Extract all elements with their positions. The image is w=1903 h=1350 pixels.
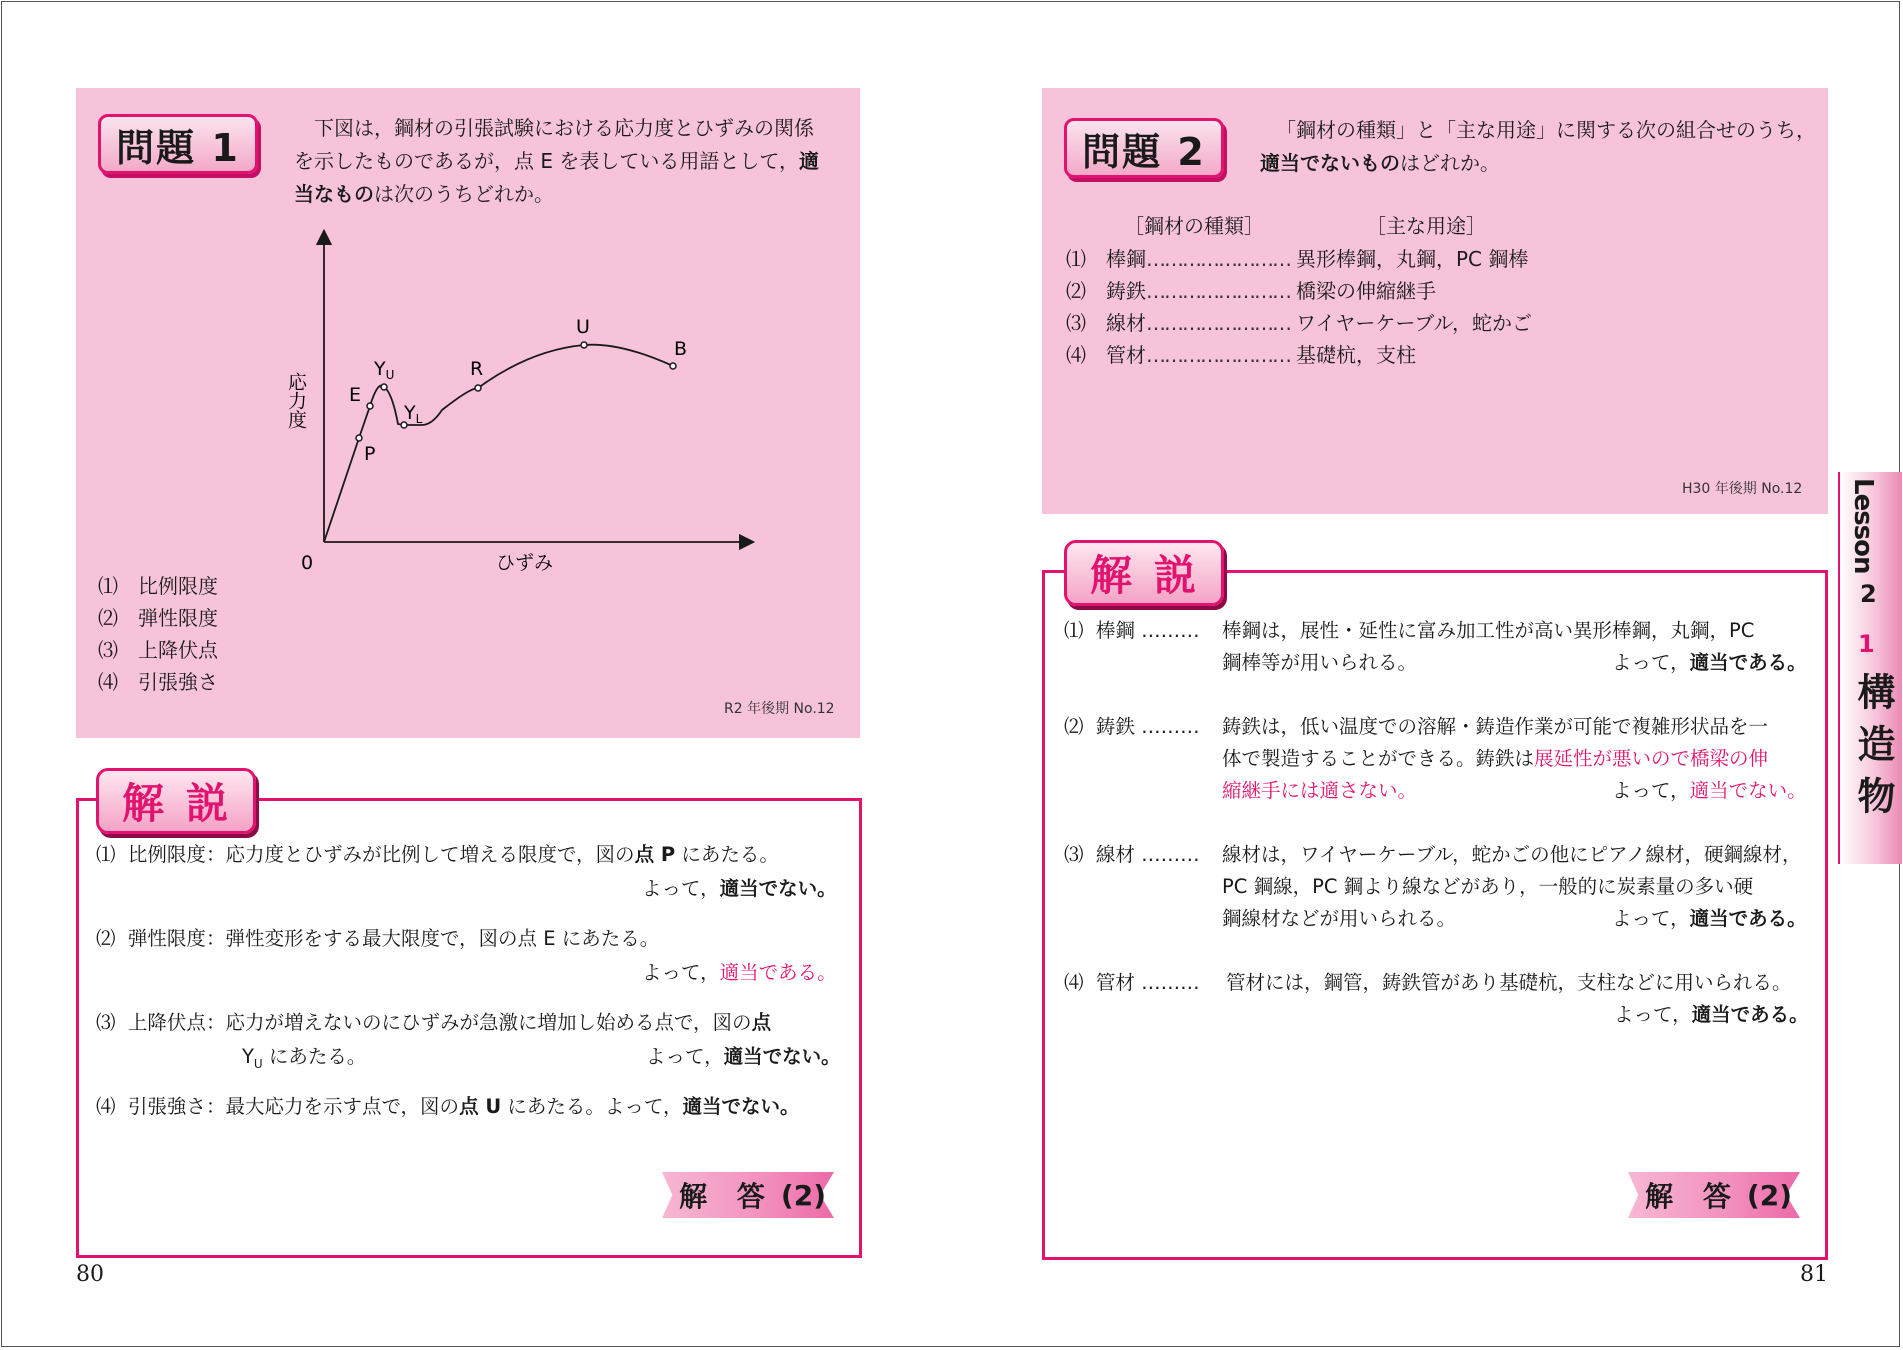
q2-row-4: ⑷ 管材 …………………… 基礎杭，支柱 (1066, 343, 1416, 367)
page-number-right: 81 (1800, 1262, 1828, 1287)
explanation-1-conclusion-3: よって，適当でない。 (646, 1045, 841, 1068)
point-r-marker (475, 385, 481, 391)
explanation-1-tag: 解説 (96, 768, 256, 834)
question-2-rows (1066, 243, 1532, 371)
answer-2-value: (2) (1746, 1178, 1792, 1212)
explanation-2-item-3-line-1: 線材は，ワイヤーケーブル，蛇かごの他にピアノ線材，硬鋼線材， (1222, 843, 1802, 866)
question-1-text: 下図は，鋼材の引張試験における応力度とひずみの関係 を示したものであるが，点 E を表している用語として，適 当なものは次のうちどれか。 (294, 116, 819, 206)
q2-row-1: ⑴ 棒鋼 …………………… 異形棒鋼，丸鋼，PC 鋼棒 (1066, 247, 1529, 271)
y-axis-label: 応力度 (285, 372, 307, 429)
question-2-text: 「鋼材の種類」と「主な用途」に関する次の組合せのうち， 適当でないものはどれか。 (1260, 118, 1816, 175)
q2-row-2: ⑵ 鋳鉄 …………………… 橋梁の伸縮継手 (1066, 279, 1436, 303)
label-b: B (674, 338, 688, 360)
chapter-side-tab (1838, 472, 1902, 864)
explanation-2-item-2-head: ⑵ 鋳鉄 ……… (1064, 715, 1200, 738)
x-axis-label: ひずみ (496, 552, 554, 574)
explanation-2-item-2-line-1: 鋳鉄は，低い温度での溶解・鋳造作業が可能で複雑形状品を一 (1222, 715, 1769, 738)
side-tab-chapter-number: 1 (1858, 630, 1875, 658)
label-p: P (364, 443, 376, 465)
label-r: R (470, 358, 484, 380)
explanation-1-item-4: ⑷ 引張強さ：最大応力を示す点で，図の点 U にあたる。よって，適当でない。 (96, 1095, 800, 1118)
question-2-column-headers: ［鋼材の種類］ (1124, 214, 1264, 238)
answer-1-label: 解 答 (679, 1180, 775, 1213)
explanation-2-item-3-line-2: PC 鋼線，PC 鋼より線などがあり，一般的に炭素量の多い硬 (1222, 875, 1754, 898)
explanation-1-item-3: ⑶ 上降伏点：応力が増えないのにひずみが急激に増加し始める点で，図の点 (96, 1011, 772, 1034)
side-tab-lesson: Lesson (1848, 478, 1878, 574)
question-2-tag: 問題 2 (1064, 118, 1224, 178)
answer-2-label: 解 答 (1645, 1180, 1741, 1213)
explanation-2-item-1-line-2: 鋼棒等が用いられる。 (1222, 651, 1418, 674)
explanation-2-item-2-line-3: 縮継手には適さない。 (1222, 779, 1418, 802)
label-yl: $Y_L$ (404, 402, 423, 426)
explanation-1-item-1: ⑴ 比例限度：応力度とひずみが比例して増える限度で，図の点 P にあたる。 (96, 843, 779, 866)
question-2-source: H30 年後期 No.12 (1682, 481, 1803, 497)
option-2: ⑵ 弾性限度 (98, 606, 218, 630)
option-4: ⑷ 引張強さ (98, 670, 218, 694)
side-tab-lesson-number: 2 (1860, 580, 1877, 608)
explanation-2-item-3-head: ⑶ 線材 ……… (1064, 843, 1200, 866)
explanation-2-conclusion-2: よって，適当でない。 (1612, 779, 1807, 802)
question-1-options (98, 570, 218, 698)
answer-2-badge (1628, 1172, 1800, 1218)
origin-label: 0 (301, 552, 314, 574)
explanation-2-item-4-head: ⑷ 管材 ……… (1064, 971, 1200, 994)
point-yu-marker (381, 384, 387, 390)
label-u: U (576, 316, 590, 338)
question-1-source: R2 年後期 No.12 (724, 701, 835, 717)
point-e-marker (367, 403, 373, 409)
explanation-1-conclusion-1: よって，適当でない。 (642, 877, 837, 900)
explanation-2-item-1-line-1: 棒鋼は，展性・延性に富み加工性が高い異形棒鋼，丸鋼，PC (1222, 619, 1755, 642)
explanation-1-item-3-line-2: $Y_U$ にあたる。 (242, 1045, 367, 1071)
answer-1-badge (662, 1172, 834, 1218)
label-yu: $Y_U$ (374, 358, 395, 382)
page-number-left: 80 (76, 1262, 104, 1287)
point-u-marker (581, 342, 587, 348)
explanation-2-item-1-head: ⑴ 棒鋼 ……… (1064, 619, 1200, 642)
explanation-1-conclusion-2: よって，適当である。 (642, 961, 837, 984)
explanation-2-conclusion-4: よって，適当である。 (1614, 1003, 1809, 1026)
q2-row-3: ⑶ 線材 …………………… ワイヤーケーブル，蛇かご (1066, 311, 1532, 335)
explanation-2-item-4-line-1: 管材には，鋼管，鋳鉄管があり基礎杭，支柱などに用いられる。 (1226, 971, 1792, 994)
explanation-2-tag: 解説 (1064, 540, 1224, 606)
point-p-marker (356, 435, 362, 441)
label-e: E (349, 384, 362, 406)
option-1: ⑴ 比例限度 (98, 574, 218, 598)
stress-strain-graph (270, 220, 760, 580)
point-b-marker (670, 363, 676, 369)
question-1-tag: 問題 1 (98, 114, 258, 174)
explanation-1-item-2: ⑵ 弾性限度：弾性変形をする最大限度で，図の点 E にあたる。 (96, 927, 660, 950)
side-tab-chapter-name: 構造物 (1851, 672, 1895, 828)
explanation-2-item-3-line-3: 鋼線材などが用いられる。 (1222, 907, 1457, 930)
explanation-2-conclusion-1: よって，適当である。 (1612, 651, 1807, 674)
option-3: ⑶ 上降伏点 (98, 638, 218, 662)
explanation-2-item-2-line-2: 体で製造することができる。鋳鉄は展延性が悪いので橋梁の伸 (1222, 747, 1769, 770)
answer-1-value: (2) (780, 1178, 826, 1212)
explanation-2-conclusion-3: よって，適当である。 (1612, 907, 1807, 930)
question-2-column-header-use: ［主な用途］ (1366, 214, 1486, 238)
